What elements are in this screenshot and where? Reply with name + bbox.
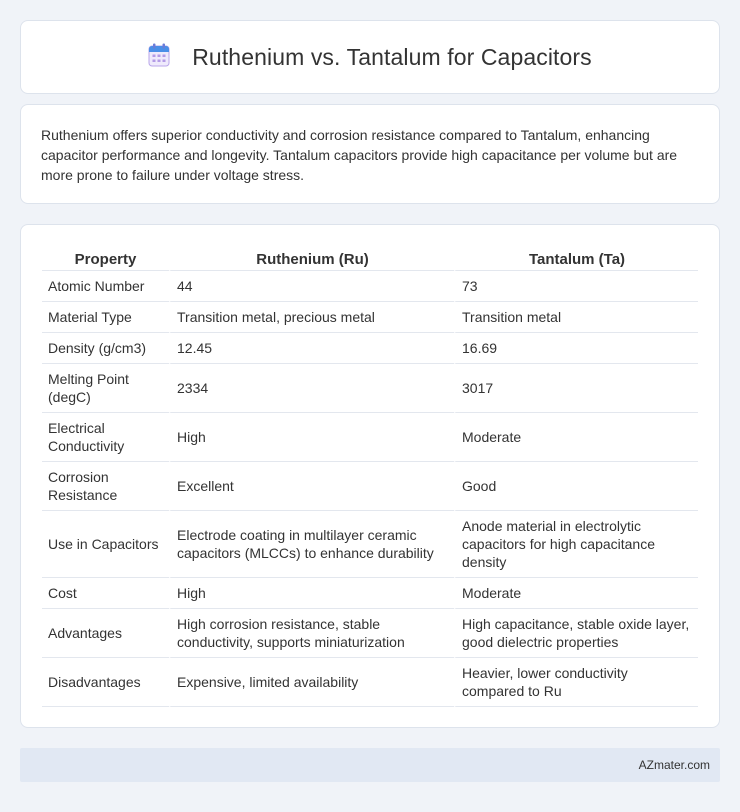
tantalum-cell: Heavier, lower conductivity compared to Ru (454, 658, 698, 707)
table-row (42, 511, 698, 578)
property-cell: Material Type (42, 302, 169, 333)
ruthenium-cell: Excellent (169, 462, 454, 511)
footer-bar (20, 748, 720, 782)
ruthenium-cell: High (169, 578, 454, 609)
table-row (42, 302, 698, 333)
header-property: Property (42, 245, 169, 271)
header-tantalum: Tantalum (Ta) (454, 245, 698, 271)
ruthenium-cell: 2334 (169, 364, 454, 413)
ruthenium-cell: 12.45 (169, 333, 454, 364)
summary-text: Ruthenium offers superior conductivity and corrosion resistance compared to Tantalum, enhancing capacitor performance and longevity. Tantalum capacitors provide high capacitance per volume but are more prone to failure under voltage stress. (41, 127, 678, 183)
property-cell: Atomic Number (42, 271, 169, 302)
table-row (42, 413, 698, 462)
table-row (42, 364, 698, 413)
tantalum-cell: 3017 (454, 364, 698, 413)
property-cell: Electrical Conductivity (42, 413, 169, 462)
table-header-row (42, 245, 698, 271)
tantalum-cell: Good (454, 462, 698, 511)
property-cell: Density (g/cm3) (42, 333, 169, 364)
comparison-table (42, 245, 698, 707)
table-row (42, 658, 698, 707)
tantalum-cell: Moderate (454, 413, 698, 462)
tantalum-cell: 16.69 (454, 333, 698, 364)
footer-site-link[interactable]: AZmater.com (638, 758, 710, 772)
ruthenium-cell: Expensive, limited availability (169, 658, 454, 707)
tantalum-cell: Moderate (454, 578, 698, 609)
property-cell: Corrosion Resistance (42, 462, 169, 511)
comparison-card (20, 224, 720, 728)
ruthenium-cell: Electrode coating in multilayer ceramic capacitors (MLCCs) to enhance durability (169, 511, 454, 578)
tantalum-cell: Transition metal (454, 302, 698, 333)
tantalum-cell: High capacitance, stable oxide layer, good dielectric properties (454, 609, 698, 658)
page-title: Ruthenium vs. Tantalum for Capacitors (192, 43, 592, 70)
table-row (42, 462, 698, 511)
property-cell: Use in Capacitors (42, 511, 169, 578)
table-row (42, 578, 698, 609)
property-cell: Advantages (42, 609, 169, 658)
property-cell: Cost (42, 578, 169, 609)
summary-card (20, 104, 720, 204)
ruthenium-cell: 44 (169, 271, 454, 302)
ruthenium-cell: Transition metal, precious metal (169, 302, 454, 333)
tantalum-cell: 73 (454, 271, 698, 302)
header-ruthenium: Ruthenium (Ru) (169, 245, 454, 271)
tantalum-cell: Anode material in electrolytic capacitors for high capacitance density (454, 511, 698, 578)
property-cell: Melting Point (degC) (42, 364, 169, 413)
property-cell: Disadvantages (42, 658, 169, 707)
table-row (42, 333, 698, 364)
ruthenium-cell: High (169, 413, 454, 462)
table-row (42, 609, 698, 658)
title-card (20, 20, 720, 94)
calendar-icon (148, 43, 170, 72)
ruthenium-cell: High corrosion resistance, stable conductivity, supports miniaturization (169, 609, 454, 658)
table-row (42, 271, 698, 302)
